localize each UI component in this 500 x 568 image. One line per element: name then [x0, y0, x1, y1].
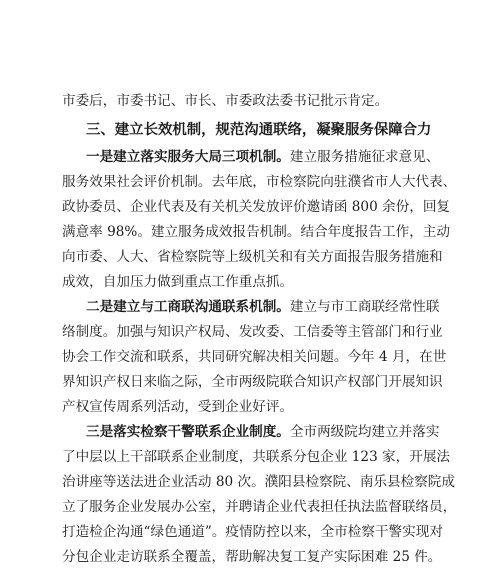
paragraph-line: 政协委员、企业代表及有关机关发放评价邀请函 800 余份，回复: [62, 199, 451, 215]
paragraph-lead: 二是建立与工商联沟通联系机制。: [86, 299, 290, 315]
paragraph-line: 了中层以上干部联系企业制度，共联系分包企业 123 家，开展法: [62, 449, 451, 465]
paragraph-line: 服务效果社会评价机制。去年底，市检察院向驻濮省市人大代表、: [62, 174, 457, 190]
paragraph-line: 满意率 98%。建立服务成效报告机制。结合年度报告工作，主动: [62, 224, 450, 240]
paragraph-line: 成效，自加压力做到重点工作重点抓。: [62, 274, 294, 290]
paragraph-line: 立了服务企业发展办公室，并聘请企业代表担任执法监督联络员，: [62, 499, 457, 515]
paragraph-line: [86, 296, 500, 318]
paragraph-line: 打造检企沟通“绿色通道”。疫情防控以来，全市检察干警实现对: [62, 524, 443, 540]
paragraph-line: [86, 421, 500, 443]
paragraph-line: 界知识产权日来临之际，全市两级院联合知识产权部门开展知识: [62, 374, 443, 390]
paragraph-line: 分包企业走访联系全覆盖，帮助解决复工复产实际困难 25 件。: [62, 549, 442, 565]
paragraph-line: 协会工作交流和联系，共同研究解决相关问题。今年 4 月，在世: [62, 349, 447, 365]
paragraph-text: 建立与市工商联经常性联: [289, 299, 440, 315]
paragraph-text: 全市两级院均建立并落实: [289, 424, 440, 440]
paragraph-line: 产权宣传周系列活动，受到企业好评。: [62, 399, 294, 415]
paragraph-line: 络制度。加强与知识产权局、发改委、工信委等主管部门和行业: [62, 324, 443, 340]
paragraph-text: 建立服务措施征求意见、: [289, 149, 440, 165]
paragraph-line: 向市委、人大、省检察院等上级机关和有关方面报告服务措施和: [62, 249, 443, 265]
paragraph-line: [86, 146, 500, 168]
paragraph-lead: 一是建立落实服务大局三项机制。: [86, 149, 290, 165]
text-line: 市委后，市委书记、市长、市委政法委书记批示肯定。: [62, 93, 389, 109]
paragraph-lead: 三是落实检察干警联系企业制度。: [86, 424, 290, 440]
paragraph-line: 治讲座等送法进企业活动 80 次。濮阳县检察院、南乐县检察院成: [62, 474, 455, 490]
section-heading: 三、建立长效机制，规范沟通联络，凝聚服务保障合力: [86, 122, 432, 138]
